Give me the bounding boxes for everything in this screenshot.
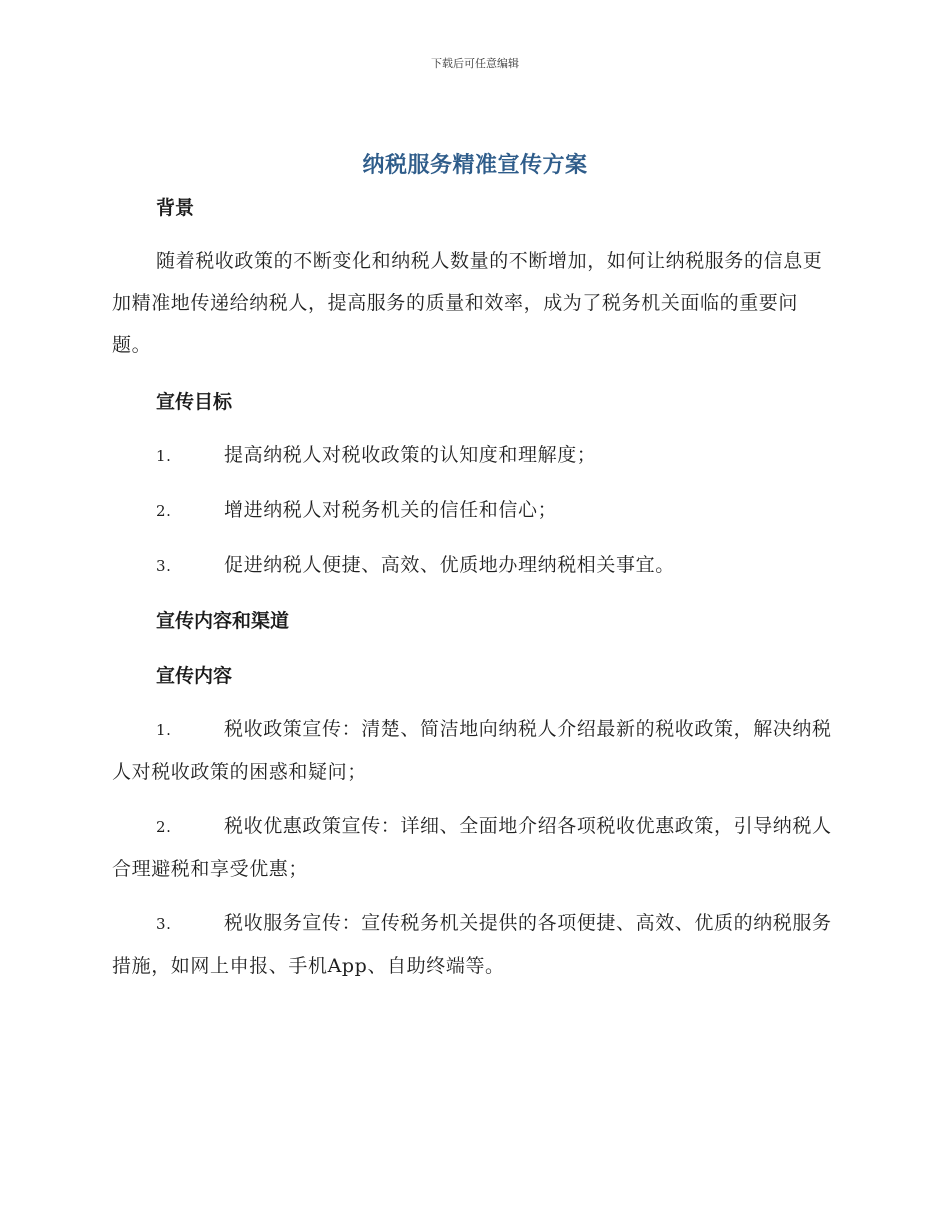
section-heading-background: 背景 [156,197,195,219]
header-note: 下载后可任意编辑 [431,57,519,70]
list-number: 2. [156,502,172,520]
goal-item [112,544,834,587]
list-number: 1. [156,721,172,739]
list-number: 2. [156,818,172,836]
section-heading-content-channels: 宣传内容和渠道 [156,610,290,632]
list-number: 3. [156,915,172,933]
content-item [112,708,834,793]
list-number: 3. [156,557,172,575]
section-heading-content: 宣传内容 [156,665,233,687]
content-item [112,902,834,987]
list-number: 1. [156,447,172,465]
background-paragraph: 随着税收政策的不断变化和纳税人数量的不断增加，如何让纳税服务的信息更加精准地传递给纳税人，提高服务的质量和效率，成为了税务机关面临的重要问题。 [112,250,823,356]
list-item-text: 税收政策宣传：清楚、简洁地向纳税人介绍最新的税收政策，解决纳税人对税收政策的困惑和疑问； [112,718,832,783]
goal-item [112,434,834,477]
document-title: 纳税服务精准宣传方案 [362,153,588,178]
list-item-text: 税收优惠政策宣传：详细、全面地介绍各项税收优惠政策，引导纳税人合理避税和享受优惠； [112,815,832,880]
section-heading-goals: 宣传目标 [156,391,233,413]
list-item-text: 提高纳税人对税收政策的认知度和理解度； [224,444,597,466]
list-item-text: 促进纳税人便捷、高效、优质地办理纳税相关事宜。 [224,554,675,576]
content-item [112,805,834,890]
list-item-text: 增进纳税人对税务机关的信任和信心； [224,499,558,521]
goal-item [112,489,834,532]
list-item-text: 税收服务宣传：宣传税务机关提供的各项便捷、高效、优质的纳税服务措施，如网上申报、手机App、自助终端等。 [112,912,832,977]
